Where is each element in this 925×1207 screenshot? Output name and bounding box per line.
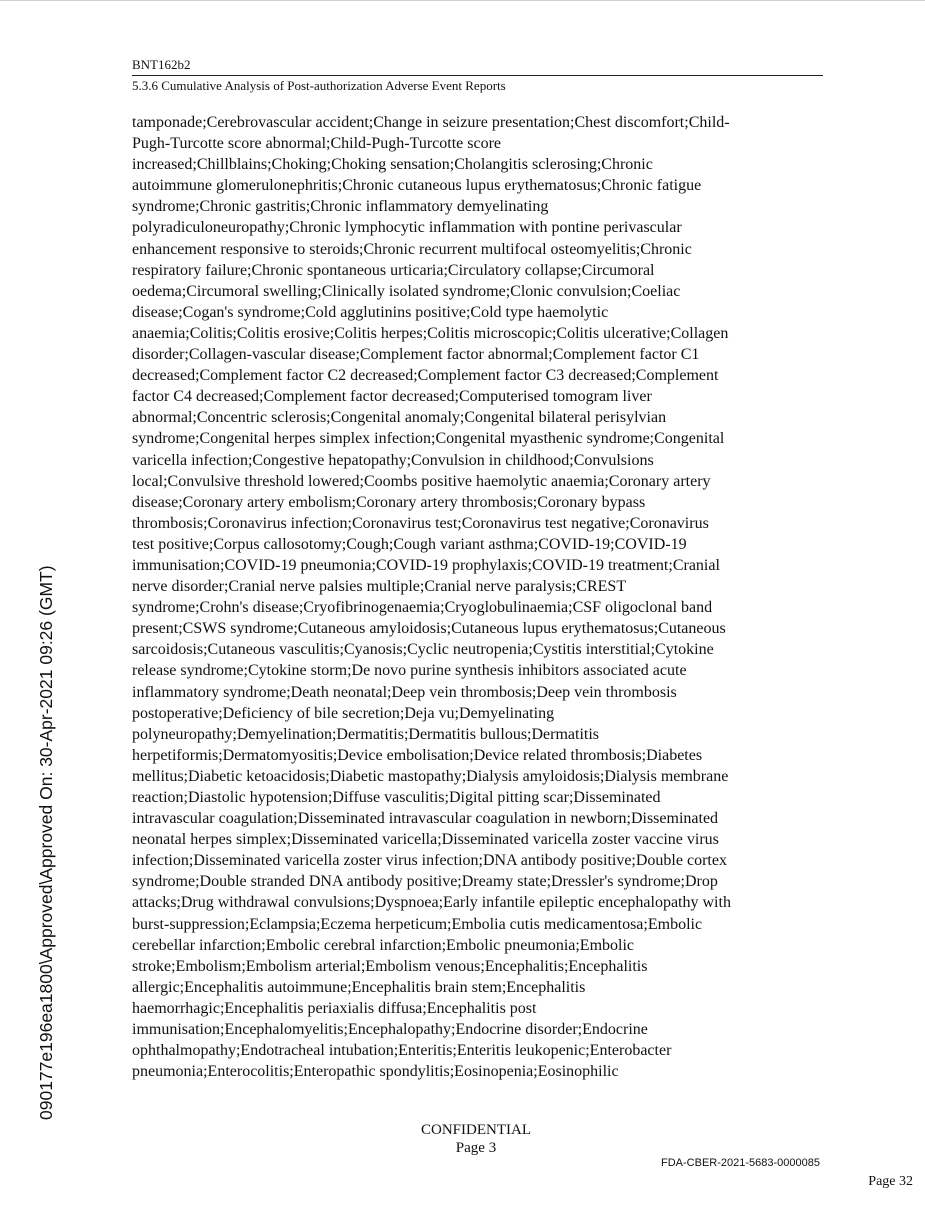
- body-text-line: mellitus;Diabetic ketoacidosis;Diabetic mastopathy;Dialysis amyloidosis;Dialysis membrane: [132, 767, 729, 785]
- body-text-line: present;CSWS syndrome;Cutaneous amyloidosis;Cutaneous lupus erythematosus;Cutaneous: [132, 620, 726, 638]
- body-text-line: pneumonia;Enterocolitis;Enteropathic spondylitis;Eosinopenia;Eosinophilic: [132, 1063, 619, 1081]
- body-text-line: burst-suppression;Eclampsia;Eczema herpeticum;Embolia cutis medicamentosa;Embolic: [132, 915, 703, 933]
- body-text-line: polyradiculoneuropathy;Chronic lymphocytic inflammation with pontine perivascular: [132, 219, 682, 237]
- body-text-line: intravascular coagulation;Disseminated intravascular coagulation in newborn;Disseminated: [132, 810, 719, 828]
- body-text-line: attacks;Drug withdrawal convulsions;Dyspnoea;Early infantile epileptic encephalopathy with: [132, 894, 731, 912]
- page-top-border: [0, 0, 925, 1]
- header-product-name: BNT162b2: [132, 57, 191, 72]
- body-text-line: Pugh-Turcotte score abnormal;Child-Pugh-Turcotte score: [132, 135, 501, 153]
- body-text-line: syndrome;Chronic gastritis;Chronic inflammatory demyelinating: [132, 198, 549, 216]
- confidential-label: CONFIDENTIAL: [421, 1122, 531, 1138]
- body-text-line: tamponade;Cerebrovascular accident;Change in seizure presentation;Chest discomfort;Child-: [132, 114, 730, 131]
- body-text-line: nerve disorder;Cranial nerve palsies multiple;Cranial nerve paralysis;CREST: [132, 578, 627, 596]
- document-id: FDA-CBER-2021-5683-0000085: [661, 1157, 820, 1169]
- body-text-line: release syndrome;Cytokine storm;De novo purine synthesis inhibitors associated acute: [132, 662, 687, 680]
- body-text-line: local;Convulsive threshold lowered;Coombs positive haemolytic anaemia;Coronary artery: [132, 472, 711, 490]
- body-text-line: immunisation;Encephalomyelitis;Encephalopathy;Endocrine disorder;Endocrine: [132, 1021, 648, 1039]
- adverse-event-term-list: [132, 112, 822, 1082]
- body-text-line: abnormal;Concentric sclerosis;Congenital anomaly;Congenital bilateral perisylvian: [132, 409, 667, 427]
- body-text-line: anaemia;Colitis;Colitis erosive;Colitis herpes;Colitis microscopic;Colitis ulcerative;Collagen: [132, 324, 729, 342]
- body-text-line: factor C4 decreased;Complement factor decreased;Computerised tomogram liver: [132, 388, 652, 406]
- body-text-line: varicella infection;Congestive hepatopathy;Convulsion in childhood;Convulsions: [132, 451, 654, 469]
- header-section-title: 5.3.6 Cumulative Analysis of Post-authorization Adverse Event Reports: [132, 78, 506, 93]
- approval-stamp: 090177e196ea1800\Approved\Approved On: 30-Apr-2021 09:26 (GMT): [36, 565, 56, 1120]
- body-text-line: herpetiformis;Dermatomyositis;Device embolisation;Device related thrombosis;Diabetes: [132, 746, 703, 764]
- body-text-line: polyneuropathy;Demyelination;Dermatitis;Dermatitis bullous;Dermatitis: [132, 725, 600, 743]
- body-text-line: stroke;Embolism;Embolism arterial;Embolism venous;Encephalitis;Encephalitis: [132, 957, 648, 975]
- body-text-line: allergic;Encephalitis autoimmune;Encephalitis brain stem;Encephalitis: [132, 978, 586, 996]
- body-text-line: increased;Chillblains;Choking;Choking sensation;Cholangitis sclerosing;Chronic: [132, 156, 653, 174]
- body-text-line: disease;Coronary artery embolism;Coronary artery thrombosis;Coronary bypass: [132, 493, 646, 511]
- body-text-line: immunisation;COVID-19 pneumonia;COVID-19 prophylaxis;COVID-19 treatment;Cranial: [132, 556, 720, 574]
- body-text-line: infection;Disseminated varicella zoster virus infection;DNA antibody positive;Double cortex: [132, 852, 727, 870]
- body-text-line: decreased;Complement factor C2 decreased;Complement factor C3 decreased;Complement: [132, 367, 719, 385]
- body-text-line: autoimmune glomerulonephritis;Chronic cutaneous lupus erythematosus;Chronic fatigue: [132, 177, 702, 195]
- body-text-line: postoperative;Deficiency of bile secretion;Deja vu;Demyelinating: [132, 704, 555, 722]
- body-text-line: thrombosis;Coronavirus infection;Coronavirus test;Coronavirus test negative;Coronavirus: [132, 514, 709, 532]
- body-text-line: reaction;Diastolic hypotension;Diffuse vasculitis;Digital pitting scar;Disseminated: [132, 789, 661, 806]
- body-text-line: respiratory failure;Chronic spontaneous urticaria;Circulatory collapse;Circumoral: [132, 261, 655, 279]
- body-text-line: disease;Cogan's syndrome;Cold agglutinins positive;Cold type haemolytic: [132, 303, 609, 321]
- body-text-line: enhancement responsive to steroids;Chronic recurrent multifocal osteomyelitis;Chronic: [132, 240, 692, 258]
- body-text-line: neonatal herpes simplex;Disseminated varicella;Disseminated varicella zoster vaccine virus: [132, 831, 719, 849]
- header-rule: [132, 75, 823, 76]
- body-text-line: sarcoidosis;Cutaneous vasculitis;Cyanosis;Cyclic neutropenia;Cystitis interstitial;Cytokine: [132, 641, 714, 659]
- body-text-line: cerebellar infarction;Embolic cerebral infarction;Embolic pneumonia;Embolic: [132, 936, 635, 954]
- page-number: Page 3: [455, 1140, 497, 1156]
- body-text-line: disorder;Collagen-vascular disease;Complement factor abnormal;Complement factor C1: [132, 346, 700, 364]
- bates-page-number: Page 32: [868, 1174, 913, 1189]
- body-text-line: test positive;Corpus callosotomy;Cough;Cough variant asthma;COVID-19;COVID-19: [132, 535, 687, 553]
- body-text-line: syndrome;Double stranded DNA antibody positive;Dreamy state;Dressler's syndrome;Drop: [132, 873, 718, 891]
- body-text-line: syndrome;Crohn's disease;Cryofibrinogenaemia;Cryoglobulinaemia;CSF oligoclonal band: [132, 599, 713, 617]
- body-text-line: syndrome;Congenital herpes simplex infection;Congenital myasthenic syndrome;Congenital: [132, 430, 725, 448]
- body-text-line: ophthalmopathy;Endotracheal intubation;Enteritis;Enteritis leukopenic;Enterobacter: [132, 1042, 672, 1060]
- body-text-line: inflammatory syndrome;Death neonatal;Deep vein thrombosis;Deep vein thrombosis: [132, 683, 677, 701]
- body-text-line: haemorrhagic;Encephalitis periaxialis diffusa;Encephalitis post: [132, 999, 537, 1017]
- body-text-line: oedema;Circumoral swelling;Clinically isolated syndrome;Clonic convulsion;Coeliac: [132, 282, 681, 300]
